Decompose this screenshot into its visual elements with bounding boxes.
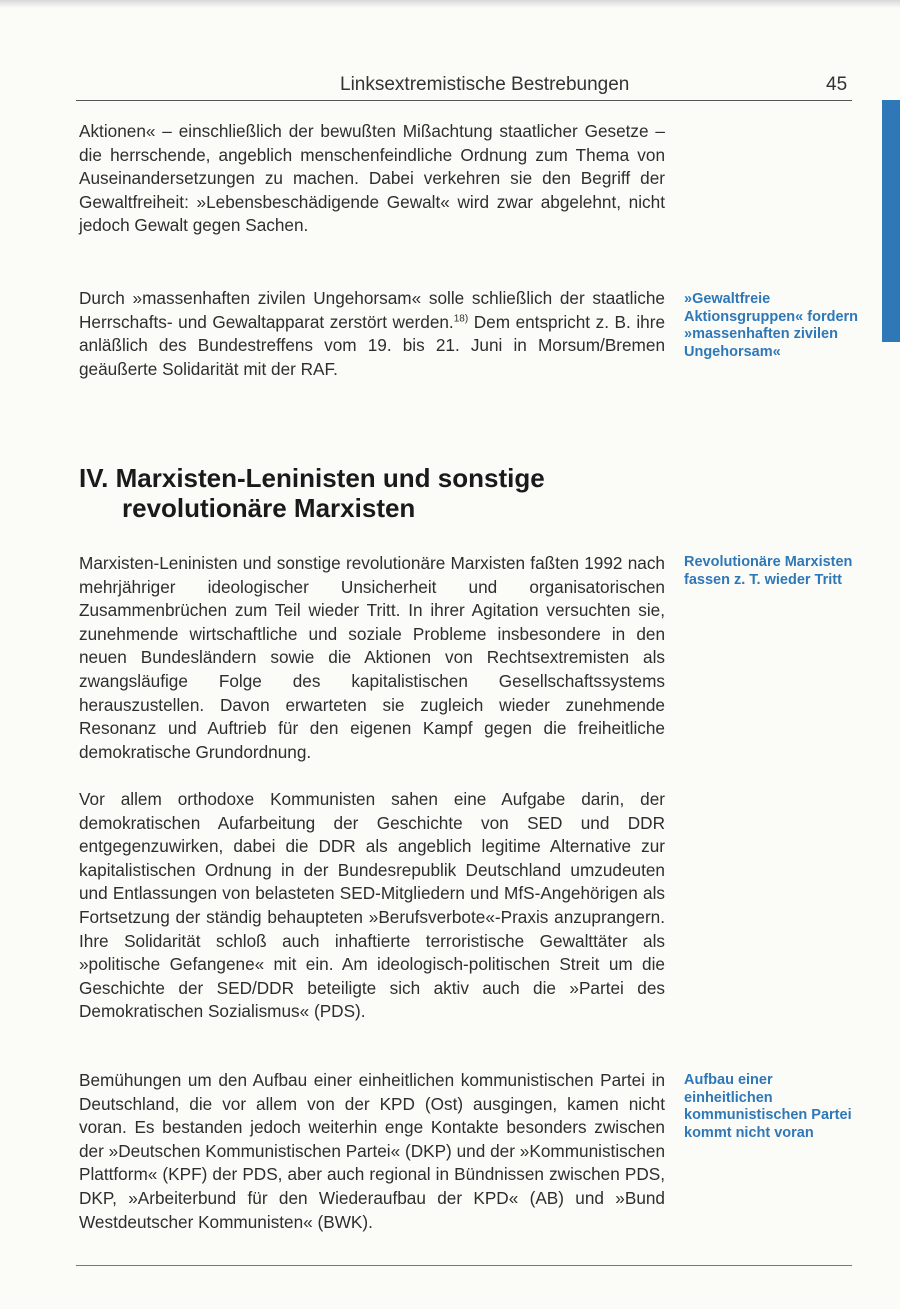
paragraph-2-part-b: Dem entspricht z. B. ihre anläßlich des Bundestreffens vom 19. bis 21. Juni in Morsum/Bremen geäußerte Solidarität mit der RAF. xyxy=(79,311,666,379)
paragraph-2 xyxy=(79,287,665,381)
header-rule xyxy=(76,100,852,101)
section-heading-line-1: IV. Marxisten-Leninisten und sonstige xyxy=(79,463,545,493)
section-heading-line-2: revolutionäre Marxisten xyxy=(122,493,416,523)
margin-note-revolutionaere-marxisten: Revolutionäre Marxisten fassen z. T. wieder Tritt xyxy=(684,554,853,588)
paragraph-1 xyxy=(79,120,665,238)
footnote-ref-18: 18) xyxy=(453,312,469,324)
paragraph-2-part-a: Durch »massenhaften zivilen Ungehorsam« solle schließlich der staatliche Herrschafts- und Gewaltapparat zerstört werden. xyxy=(79,288,665,332)
paragraph-5-text: Bemühungen um den Aufbau einer einheitlichen kommunistischen Partei in Deutschland, die vor allem von der KPD (Ost) ausgingen, kamen nicht voran. Es bestanden jedoch weiterhin enge Kontakte besonders zwischen der »Deutschen Kommunistischen Partei« (DKP) und der »Kommunistischen Plattform« (KPF) der PDS, aber auch regional in Bündnissen zwischen PDS, DKP, »Arbeiterbund für den Wiederaufbau der KPD« (AB) und »Bund Westdeutscher Kommunisten« (BWK). xyxy=(79,1070,665,1232)
section-heading xyxy=(79,463,679,523)
paragraph-3 xyxy=(79,552,665,764)
paragraph-2-text xyxy=(79,287,665,381)
margin-note-gewaltfreie-aktionsgruppen: »Gewaltfreie Aktionsgruppen« fordern »massenhaften zivilen Ungehorsam« xyxy=(684,291,859,360)
paragraph-3-text: Marxisten-Leninisten und sonstige revolutionäre Marxisten faßten 1992 nach mehrjähriger ideologischer Unsicherheit und organisatorischen Zusammenbrüchen zum Teil wieder Tritt. In ihrer Agitation versuchten sie, zunehmende wirtschaftliche und soziale Probleme insbesondere in den neuen Bundesländern sowie die Aktionen von Rechtsextremisten als zwangsläufige Folge des kapitalistischen Gesellschaftssystems herauszustellen. Davon erwarteten sie zugleich wieder zunehmende Resonanz und Auftrieb für den eigenen Kampf gegen die freiheitliche demokratische Grundordnung. xyxy=(79,553,665,762)
paragraph-4 xyxy=(79,788,665,1024)
chapter-tab-marker xyxy=(882,100,900,342)
page-number: 45 xyxy=(826,74,848,95)
margin-note-aufbau-partei: Aufbau einer einheitlichen kommunistischen Partei kommt nicht voran xyxy=(684,1072,852,1141)
footer-rule xyxy=(76,1265,852,1266)
running-title: Linksextremistische Bestrebungen xyxy=(340,74,630,95)
paragraph-1-text: Aktionen« – einschließlich der bewußten Mißachtung staatlicher Gesetze – die herrschende, angeblich menschenfeindliche Ordnung zum Thema von Auseinandersetzungen zu machen. Dabei verkehren sie den Begriff der Gewaltfreiheit: »Lebensbeschädigende Gewalt« wird zwar abgelehnt, nicht jedoch Gewalt gegen Sachen. xyxy=(79,121,665,236)
paragraph-5 xyxy=(79,1069,665,1234)
paragraph-4-text: Vor allem orthodoxe Kommunisten sahen eine Aufgabe darin, der demokratischen Aufarbeitung der Geschichte von SED und DDR entgegenzuwirken, dabei die DDR als angeblich legitime Alternative zur kapitalistischen Ordnung in der Bundesrepublik Deutschland umzudeuten und Entlassungen von belasteten SED-Mitgliedern und MfS-Angehörigen als Fortsetzung der ständig behaupteten »Berufsverbote«-Praxis anzuprangern. Ihre Solidarität schloß auch inhaftierte terroristische Gewalttäter als »politische Gefangene« mit ein. Am ideologisch-politischen Streit um die Geschichte der SED/DDR beteiligte sich aktiv auch die »Partei des Demokratischen Sozialismus« (PDS). xyxy=(79,789,665,1022)
page-top-shadow xyxy=(0,0,900,8)
